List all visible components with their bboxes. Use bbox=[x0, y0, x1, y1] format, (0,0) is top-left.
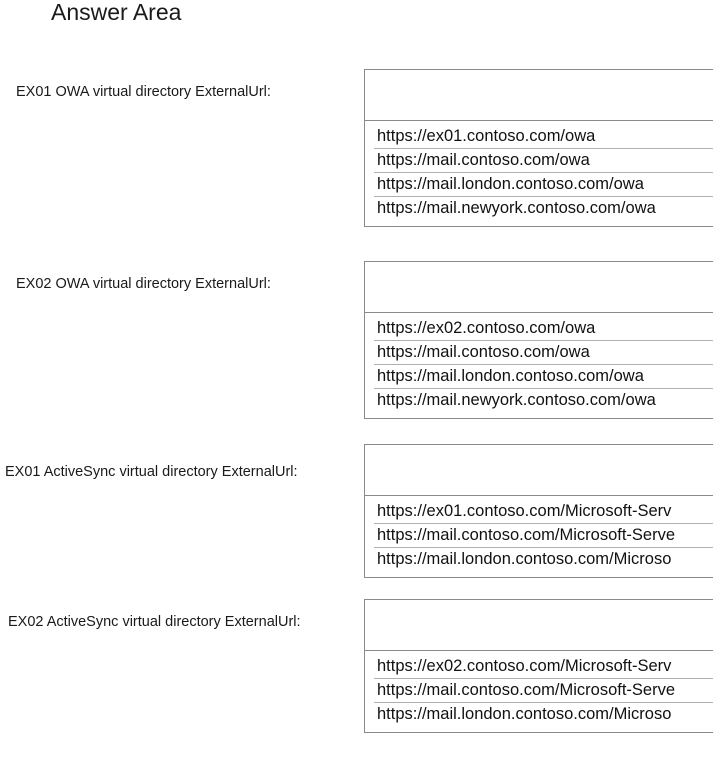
dropdown-option[interactable]: https://mail.london.contoso.com/Microso bbox=[377, 705, 672, 723]
dropdown-option[interactable]: https://mail.london.contoso.com/Microso bbox=[377, 550, 672, 568]
dropdown-options-list bbox=[365, 651, 713, 732]
answer-area-title: Answer Area bbox=[51, 0, 182, 25]
question-label-ex02-owa: EX02 OWA virtual directory ExternalUrl: bbox=[16, 276, 271, 292]
question-label-ex02-activesync: EX02 ActiveSync virtual directory ExternalUrl: bbox=[8, 614, 301, 630]
dropdown-selected-slot[interactable] bbox=[365, 70, 713, 121]
dropdown-option[interactable]: https://ex01.contoso.com/owa bbox=[374, 125, 713, 149]
dropdown-ex01-activesync[interactable] bbox=[364, 444, 713, 578]
dropdown-option[interactable]: https://ex02.contoso.com/owa bbox=[374, 317, 713, 341]
dropdown-option[interactable]: https://ex01.contoso.com/Microsoft-Serv bbox=[374, 500, 713, 524]
dropdown-option[interactable]: https://mail.london.contoso.com/owa bbox=[374, 365, 713, 389]
dropdown-option[interactable]: https://mail.newyork.contoso.com/owa bbox=[377, 199, 656, 217]
question-label-ex01-owa: EX01 OWA virtual directory ExternalUrl: bbox=[16, 84, 271, 100]
dropdown-option[interactable]: https://mail.newyork.contoso.com/owa bbox=[377, 391, 656, 409]
dropdown-option[interactable]: https://ex02.contoso.com/Microsoft-Serv bbox=[374, 655, 713, 679]
dropdown-selected-slot[interactable] bbox=[365, 262, 713, 313]
dropdown-option[interactable]: https://mail.contoso.com/owa bbox=[374, 149, 713, 173]
dropdown-selected-slot[interactable] bbox=[365, 445, 713, 496]
question-label-ex01-activesync: EX01 ActiveSync virtual directory ExternalUrl: bbox=[5, 464, 298, 480]
dropdown-ex02-owa[interactable] bbox=[364, 261, 713, 419]
dropdown-selected-slot[interactable] bbox=[365, 600, 713, 651]
dropdown-option[interactable]: https://mail.london.contoso.com/owa bbox=[374, 173, 713, 197]
dropdown-option[interactable]: https://mail.contoso.com/owa bbox=[374, 341, 713, 365]
dropdown-option[interactable]: https://mail.contoso.com/Microsoft-Serve bbox=[374, 679, 713, 703]
dropdown-options-list bbox=[365, 313, 713, 418]
dropdown-ex02-activesync[interactable] bbox=[364, 599, 713, 733]
dropdown-ex01-owa[interactable] bbox=[364, 69, 713, 227]
dropdown-options-list bbox=[365, 121, 713, 226]
dropdown-option[interactable]: https://mail.contoso.com/Microsoft-Serve bbox=[374, 524, 713, 548]
dropdown-options-list bbox=[365, 496, 713, 577]
